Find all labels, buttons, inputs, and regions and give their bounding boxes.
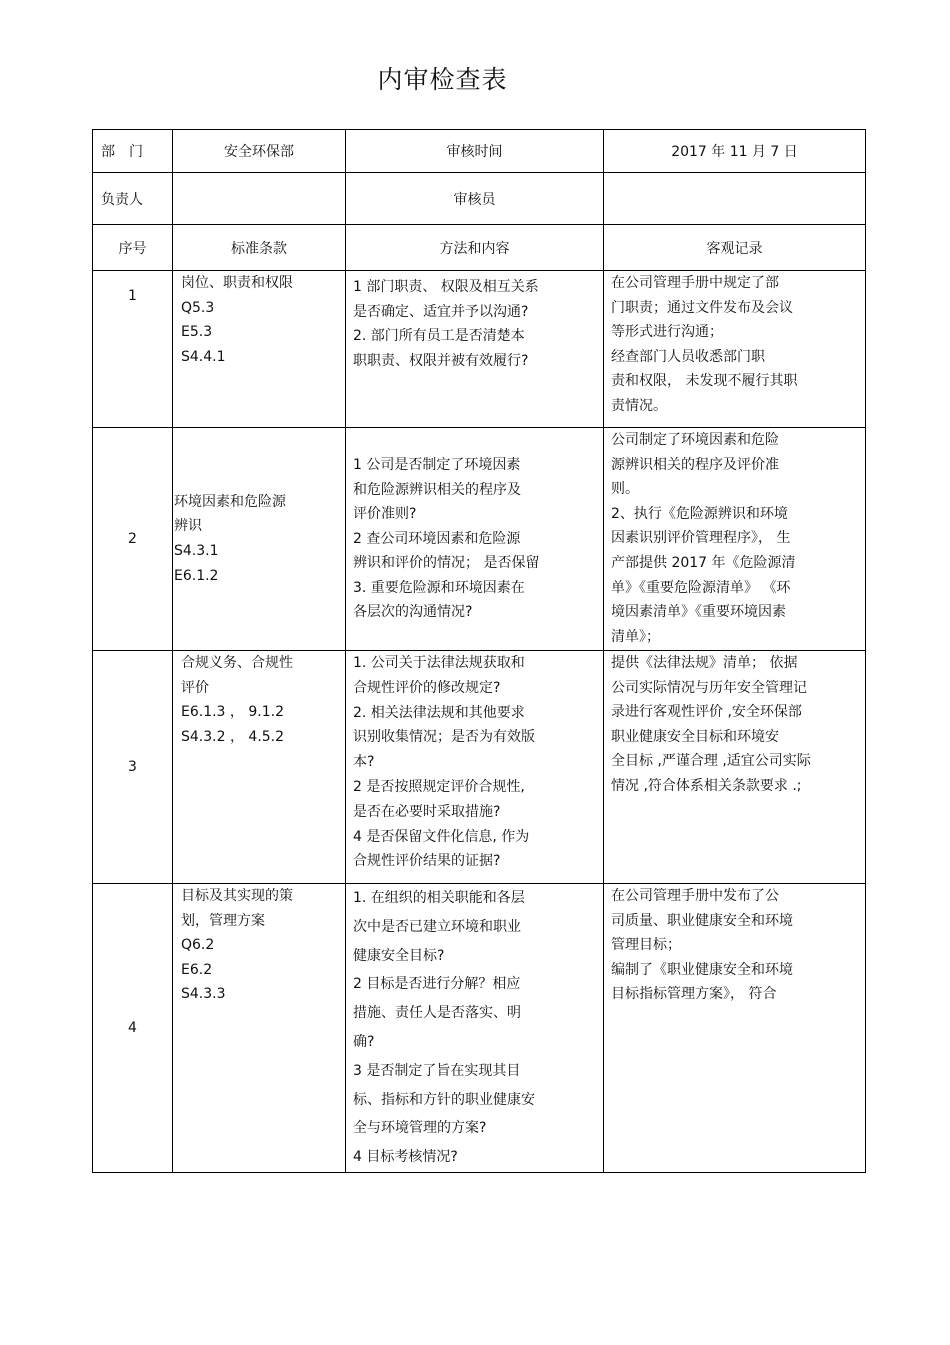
record-cell: 在公司管理手册中规定了部 门职责；通过文件发布及会议 等形式进行沟通； 经查部门人员收悉部门职 责和权限， 未发现不履行其职 责情况。 (604, 271, 866, 428)
audit-time-value: 2017 年 11 月 7 日 (604, 130, 866, 173)
dept-value: 安全环保部 (173, 130, 346, 173)
row-number: 4 (93, 884, 173, 1173)
row-number: 2 (93, 428, 173, 651)
record-cell: 在公司管理手册中发布了公 司质量、职业健康安全和环境 管理目标； 编制了《职业健康安全和环境 目标指标管理方案》， 符合 (604, 884, 866, 1173)
clause-cell: 环境因素和危险源 辨识 S4.3.1 E6.1.2 (173, 428, 346, 651)
header-row-department (93, 130, 866, 173)
table-row (93, 271, 866, 428)
col-header-no: 序号 (93, 225, 173, 271)
col-header-record: 客观记录 (604, 225, 866, 271)
row-number: 3 (93, 651, 173, 884)
clause-cell: 目标及其实现的策 划，管理方案 Q6.2 E6.2 S4.3.3 (173, 884, 346, 1173)
record-cell: 公司制定了环境因素和危险 源辨识相关的程序及评价准 则。 2、执行《危险源辨识和环境 因素识别评价管理程序》， 生 产部提供 2017 年《危险源清 单》《重要危险源清单》 《环 境因素清单》《重要环境因素 清单》； (604, 428, 866, 651)
page-title: 内审检查表 (377, 65, 508, 94)
auditor-value (604, 173, 866, 225)
column-header-row (93, 225, 866, 271)
table-row (93, 428, 866, 651)
table-row (93, 651, 866, 884)
method-cell: 1 公司是否制定了环境因素 和危险源辨识相关的程序及 评价准则? 2 查公司环境因素和危险源 辨识和评价的情况； 是否保留 3. 重要危险源和环境因素在 各层次的沟通情况? (346, 428, 604, 651)
audit-time-label: 审核时间 (346, 130, 604, 173)
method-cell: 1. 在组织的相关职能和各层 次中是否已建立环境和职业 健康安全目标? 2 目标是否进行分解？相应 措施、责任人是否落实、明 确? 3 是否制定了旨在实现其目 标、指标和方针的职业健康安 全与环境管理的方案? 4 目标考核情况? (346, 884, 604, 1173)
audit-checklist-table (92, 129, 866, 1173)
owner-label: 负责人 (93, 173, 173, 225)
header-row-owner (93, 173, 866, 225)
row-number: 1 (93, 271, 173, 428)
record-cell: 提供《法律法规》清单； 依据 公司实际情况与历年安全管理记 录进行客观性评价 ,安全环保部 职业健康安全目标和环境安 全目标 ,严谨合理 ,适宜公司实际 情况 ,符合体系相关条款要求 .; (604, 651, 866, 884)
col-header-method: 方法和内容 (346, 225, 604, 271)
method-cell: 1 部门职责、 权限及相互关系 是否确定、适宜并予以沟通? 2. 部门所有员工是否清楚本 职职责、权限并被有效履行? (346, 271, 604, 428)
col-header-clause: 标准条款 (173, 225, 346, 271)
table-row (93, 884, 866, 1173)
clause-cell: 岗位、职责和权限 Q5.3 E5.3 S4.4.1 (173, 271, 346, 428)
method-cell: 1. 公司关于法律法规获取和 合规性评价的修改规定? 2. 相关法律法规和其他要求 识别收集情况；是否为有效版 本? 2 是否按照规定评价合规性, 是否在必要时采取措施? 4 是否保留文件化信息, 作为 合规性评价结果的证据? (346, 651, 604, 884)
owner-value (173, 173, 346, 225)
dept-label: 部 门 (93, 130, 173, 173)
auditor-label: 审核员 (346, 173, 604, 225)
clause-cell: 合规义务、合规性 评价 E6.1.3 ， 9.1.2 S4.3.2 ， 4.5.2 (173, 651, 346, 884)
